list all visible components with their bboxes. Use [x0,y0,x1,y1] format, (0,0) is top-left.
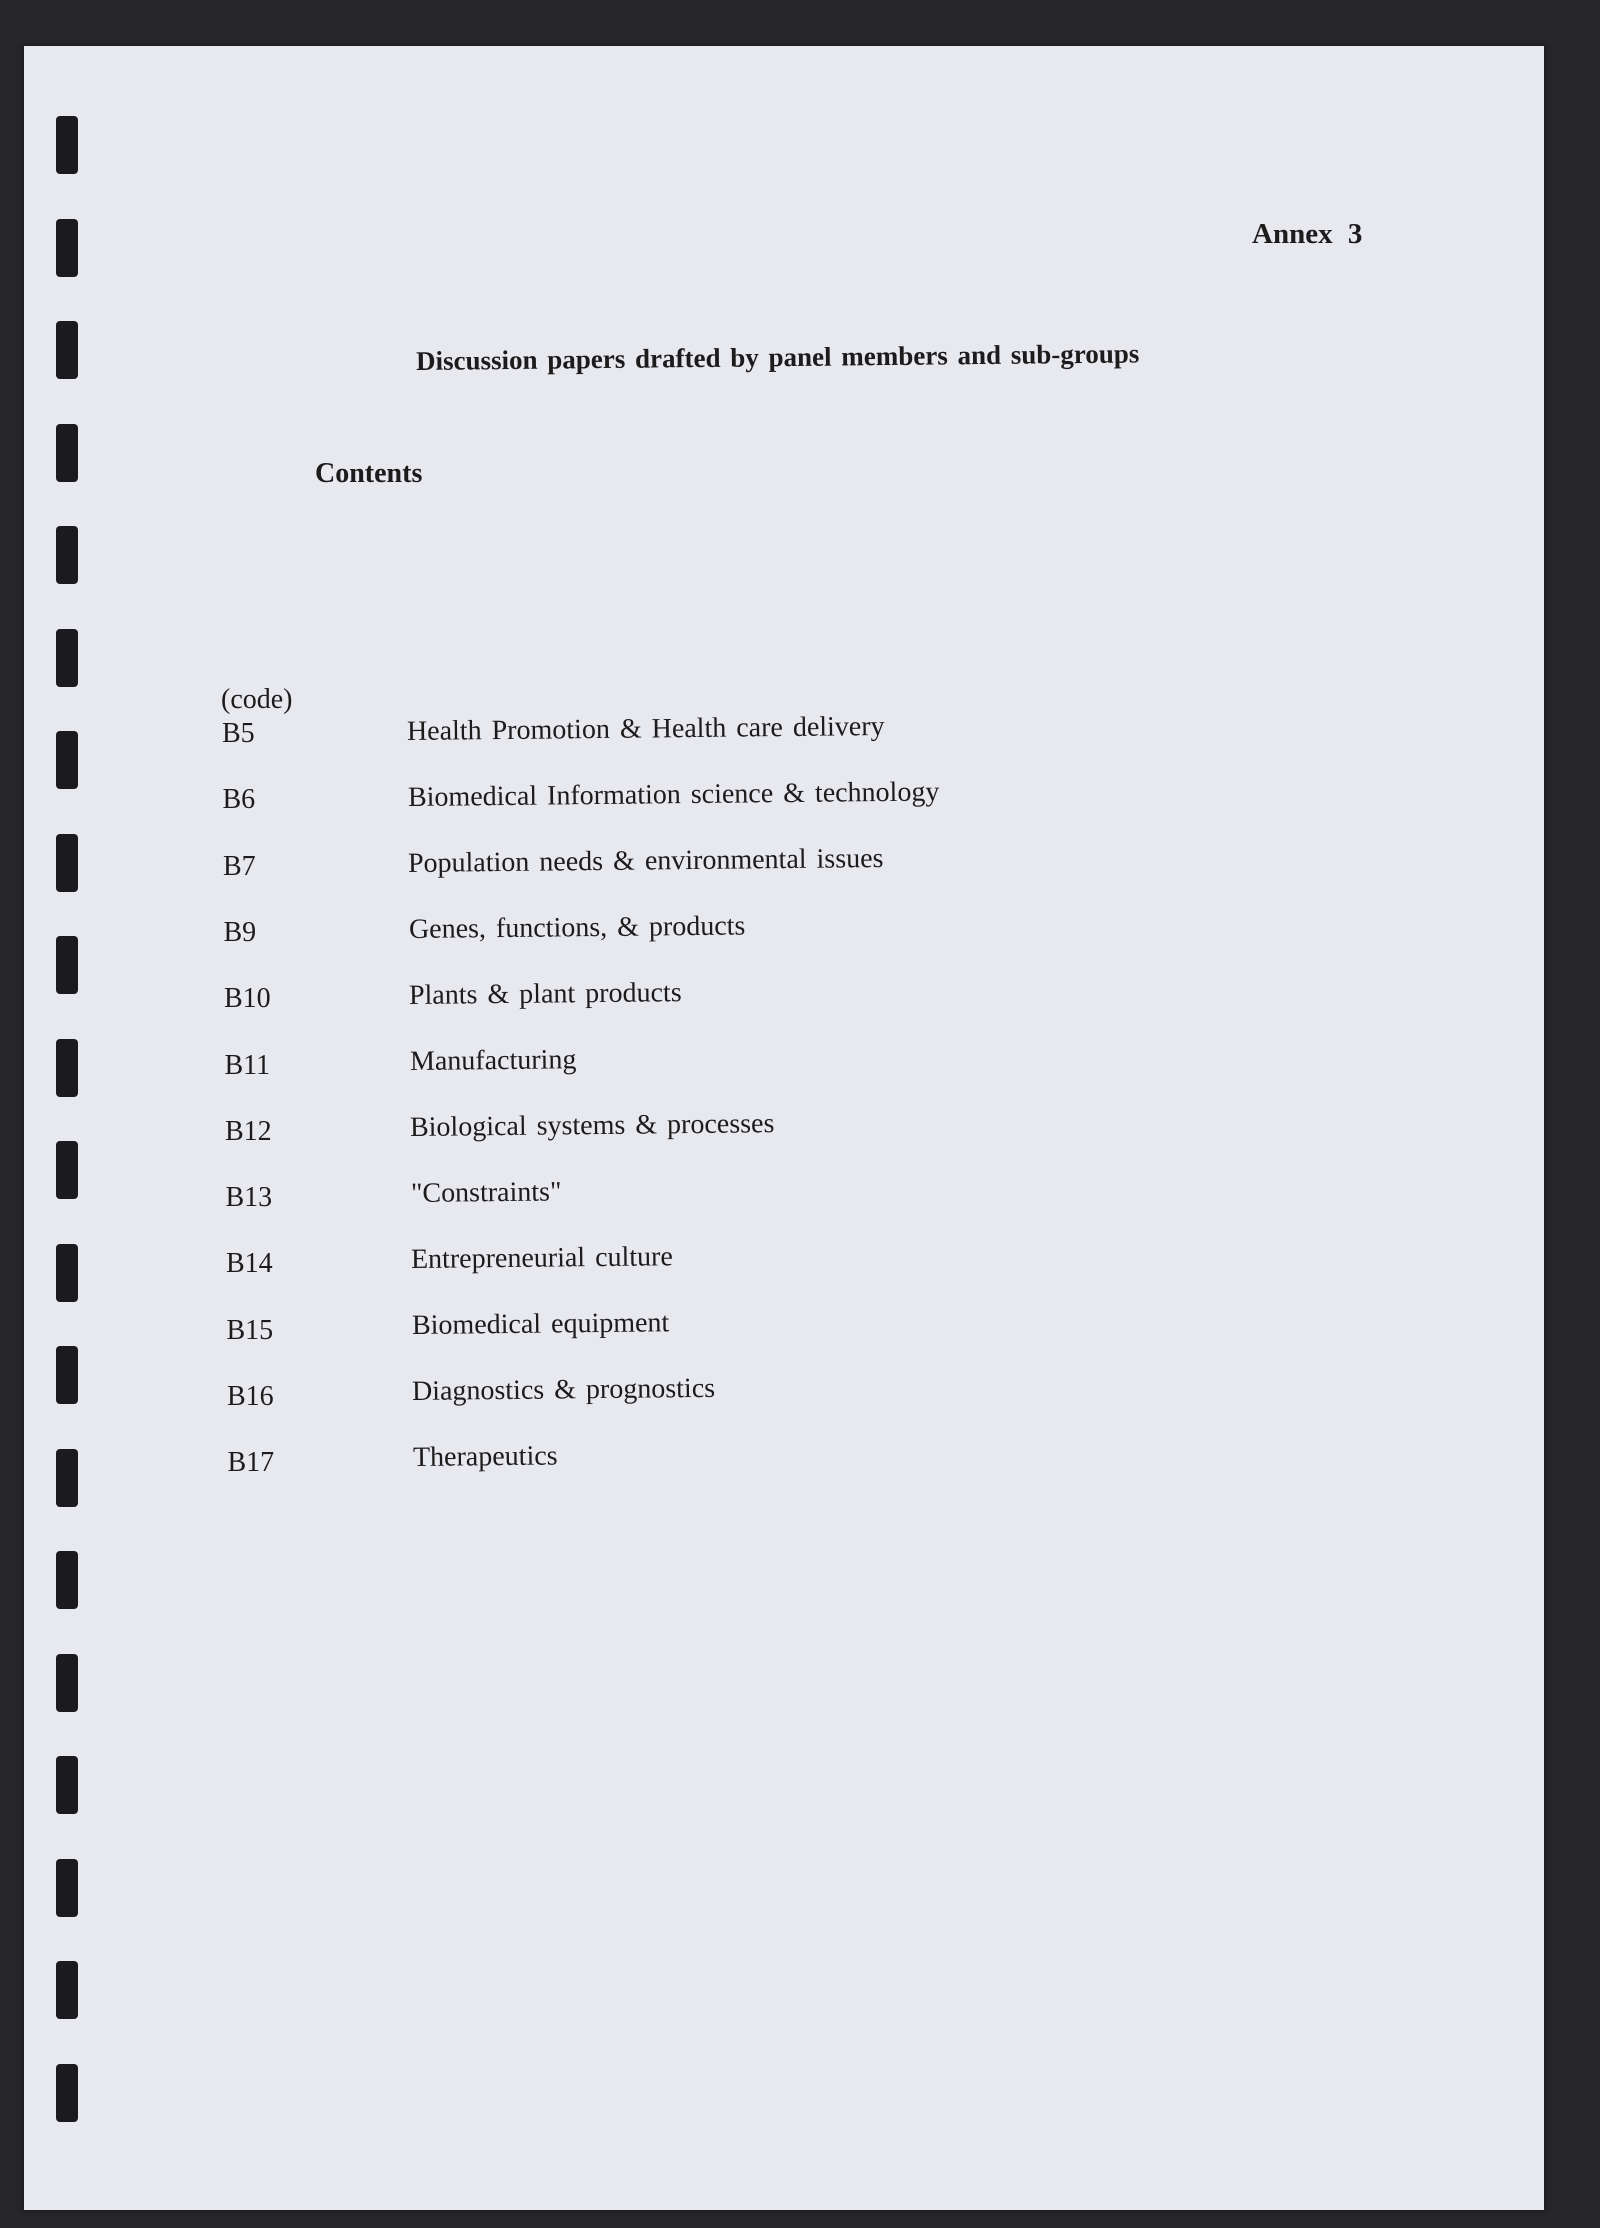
binding-hole [56,936,78,994]
binding-hole [56,321,78,379]
entry-title: Health Promotion & Health care delivery [406,710,885,747]
binding-hole [56,629,78,687]
binding-hole [56,1244,78,1302]
binding-hole [56,2064,78,2122]
entry-title: Population needs & environmental issues [407,843,884,879]
entry-title: Biomedical equipment [411,1307,669,1341]
entry-code: B9 [223,916,257,948]
entry-code: B10 [224,983,271,1015]
entry-title: "Constraints" [410,1176,562,1209]
binding-holes [56,116,86,2176]
code-column-header: (code) [221,684,293,715]
entry-code: B17 [227,1447,275,1479]
entry-code: B13 [225,1182,273,1214]
entry-code: B7 [223,850,256,882]
entry-title: Plants & plant products [408,977,682,1011]
binding-hole [56,424,78,482]
binding-hole [56,1346,78,1404]
entry-code: B11 [224,1049,271,1081]
binding-hole [56,1039,78,1097]
entry-code: B5 [222,718,255,749]
page-title: Discussion papers drafted by panel members and sub-groups [415,338,1140,376]
entry-code: B14 [226,1248,273,1280]
binding-hole [56,219,78,277]
entry-title: Biomedical Information science & technology [407,776,940,813]
entry-code: B16 [227,1381,274,1412]
binding-hole [56,1449,78,1507]
entry-title: Genes, functions, & products [408,910,746,945]
annex-label: Annex 3 [1252,218,1363,250]
entry-title: Entrepreneurial culture [410,1241,674,1275]
document-page [24,46,1544,2210]
entry-code: B6 [222,784,256,816]
contents-heading: Contents [315,458,423,489]
binding-hole [56,731,78,789]
binding-hole [56,834,78,892]
binding-hole [56,526,78,584]
entry-title: Diagnostics & prognostics [411,1372,716,1407]
entry-title: Manufacturing [409,1044,577,1077]
entry-title: Biological systems & processes [409,1108,775,1143]
binding-hole [56,1551,78,1609]
binding-hole [56,1654,78,1712]
entry-code: B15 [226,1314,274,1346]
binding-hole [56,1141,78,1199]
entry-title: Therapeutics [412,1440,558,1473]
binding-hole [56,1859,78,1917]
entry-code: B12 [225,1115,272,1147]
binding-hole [56,1756,78,1814]
binding-hole [56,116,78,174]
binding-hole [56,1961,78,2019]
